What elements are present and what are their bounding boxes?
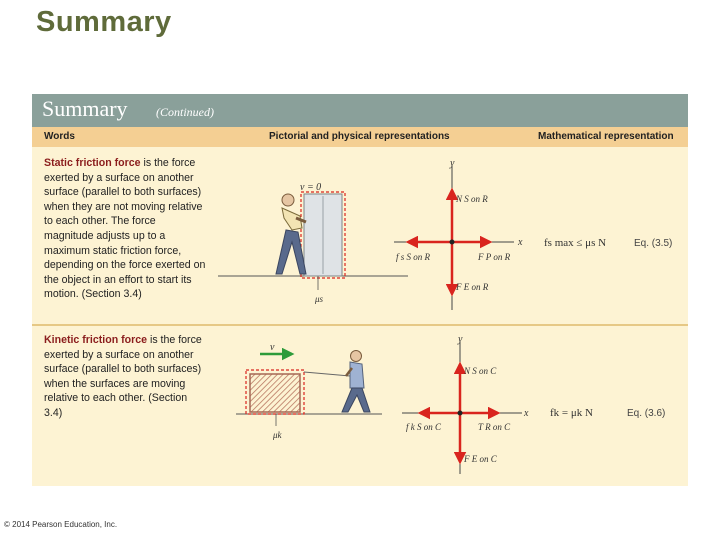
static-gravity-label: F E on R (456, 282, 489, 292)
static-y-label: y (450, 160, 455, 169)
kinetic-gravity-label: F E on C (464, 454, 497, 464)
kinetic-equation-number: Eq. (3.6) (627, 408, 666, 419)
copyright-footer: © 2014 Pearson Education, Inc. (4, 520, 118, 529)
kinetic-friction-description: is the force exerted by a surface on another surface (parallel to both surfaces) when the surfaces are moving relative to each other. (Section 3.4) (44, 334, 202, 419)
walker-head (351, 351, 362, 362)
banner-subtitle: (Continued) (156, 105, 214, 119)
rope (304, 372, 350, 376)
static-mu-label: μs (315, 294, 324, 304)
static-force-diagram (394, 160, 534, 320)
kinetic-y-label: y (458, 334, 463, 345)
row-divider (32, 324, 688, 326)
static-normal-label: N S on R (456, 194, 488, 204)
kinetic-friction-term: Kinetic friction force (44, 334, 148, 346)
kinetic-equation: fk = μk N (550, 407, 593, 419)
kinetic-object-dot (458, 411, 463, 416)
walker-torso (350, 362, 364, 388)
kinetic-mu-label: μk (273, 430, 282, 440)
static-equation-number: Eq. (3.5) (634, 238, 673, 249)
static-friction-label: f s S on R (396, 252, 431, 262)
table-header (32, 127, 688, 147)
walker-legs (342, 388, 370, 412)
summary-panel (32, 94, 688, 486)
slide-title: Summary (36, 6, 172, 38)
static-illustration (218, 170, 408, 310)
kinetic-velocity-label: v (270, 342, 275, 353)
static-friction-term: Static friction force (44, 157, 141, 169)
static-friction-text (44, 156, 206, 302)
static-velocity-label: v = 0 (300, 182, 322, 193)
kinetic-friction-label: f k S on C (406, 422, 441, 432)
static-object-dot (450, 240, 455, 245)
kinetic-tension-label: T R on C (478, 422, 511, 432)
summary-banner (32, 94, 688, 127)
header-pictorial: Pictorial and physical representations (269, 131, 450, 142)
static-push-label: F P on R (478, 252, 511, 262)
static-friction-description: is the force exerted by a surface on another surface (parallel to both surfaces) when they are not moving relative to each other. The force magnitude adjusts up to a maximum static friction force, depending on the force exerted on the object in an effort to start its motion. (Section 3.4) (44, 157, 206, 301)
static-x-label: x (518, 237, 523, 248)
kinetic-normal-label: N S on C (464, 366, 497, 376)
crate (250, 374, 300, 412)
kinetic-force-diagram (402, 334, 542, 474)
person-head (282, 194, 294, 206)
header-words: Words (44, 131, 75, 142)
header-math: Mathematical representation (538, 131, 674, 142)
banner-title: Summary (42, 96, 128, 121)
kinetic-x-label: x (524, 408, 529, 419)
kinetic-illustration (232, 340, 382, 450)
kinetic-friction-text (44, 333, 206, 421)
static-equation: fs max ≤ μs N (544, 237, 607, 249)
